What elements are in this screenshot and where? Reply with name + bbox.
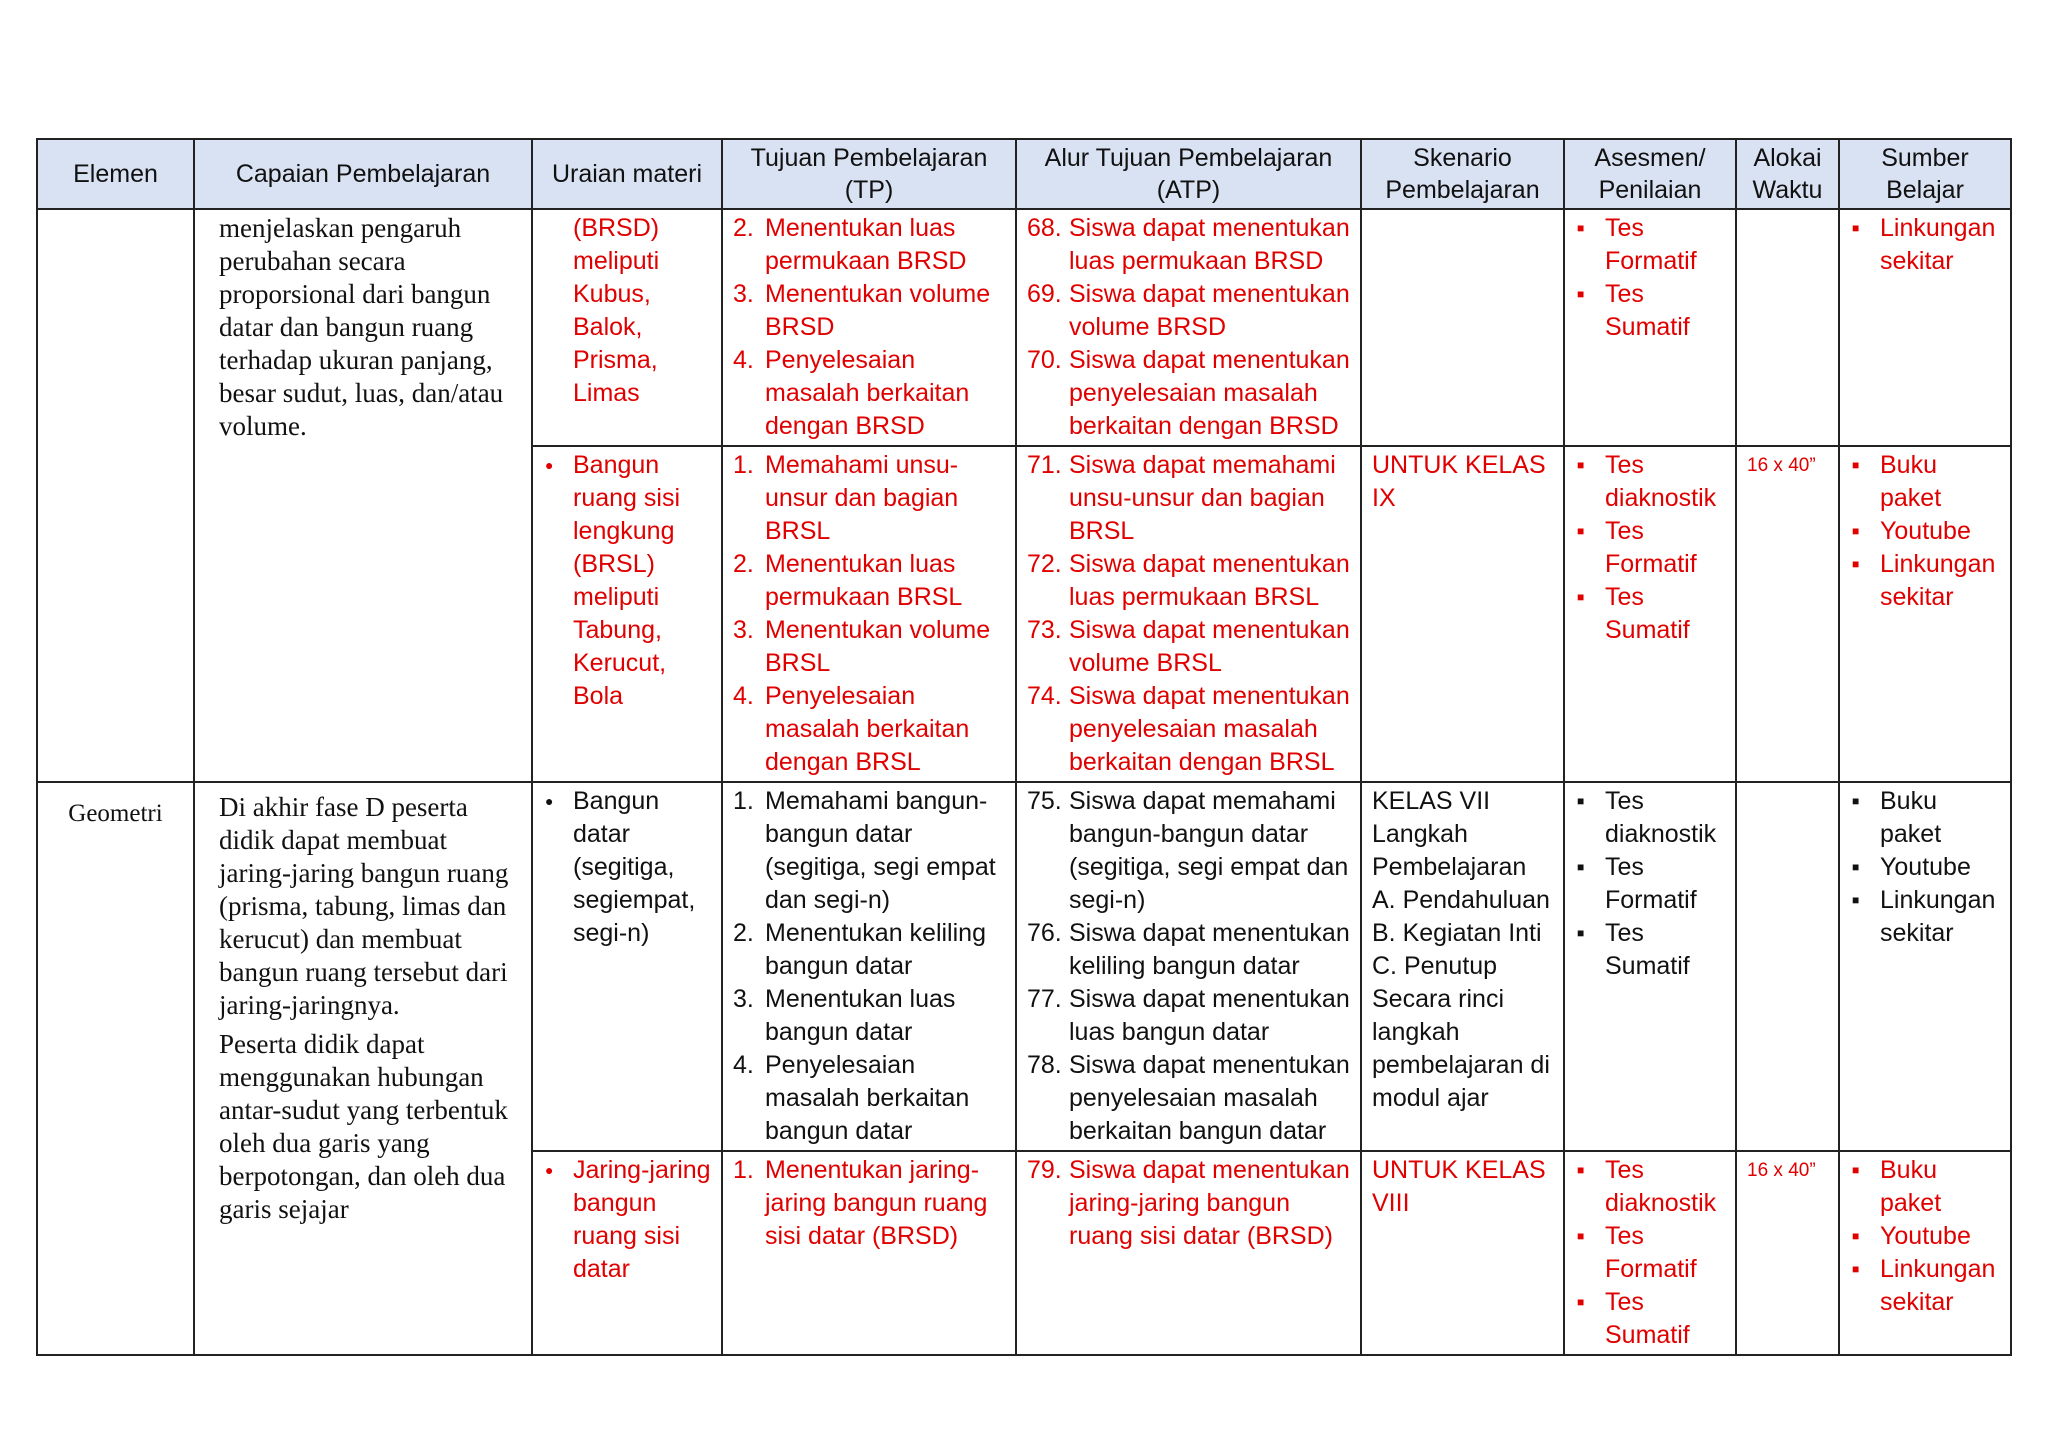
list-item: ● Bangun ruang sisi lengkung (BRSL) meliputi Tabung, Kerucut, Bola [543,449,711,713]
skenario-cell: UNTUK KELAS IX [1361,446,1564,782]
list-text: Menentukan luas bangun datar [765,985,956,1046]
list-number: 78. [1027,1051,1062,1079]
header-alokasi: Alokai Waktu [1736,139,1839,209]
list-item: ■ Buku paket [1850,449,2000,515]
header-sumber: Sumber Belajar [1839,139,2011,209]
skenario-line: Langkah Pembelajaran [1372,820,1527,881]
elemen-cell: Geometri [37,782,194,1355]
table-row [37,209,2011,446]
skenario-line: KELAS VII [1372,787,1491,815]
header-capaian: Capaian Pembelajaran [194,139,532,209]
alokasi-cell [1736,782,1839,1151]
asesmen-cell [1564,782,1736,1151]
uraian-cell: (BRSD) meliputi Kubus, Balok, Prisma, Limas [532,209,722,446]
list-item [733,212,1005,278]
list-number: 2. [733,214,754,242]
header-uraian: Uraian materi [532,139,722,209]
tp-cell [722,446,1016,782]
skenario-cell [1361,209,1564,446]
header-tp: Tujuan Pembelajaran (TP) [722,139,1016,209]
skenario-cell: UNTUK KELAS VIII [1361,1151,1564,1355]
sumber-cell [1839,1151,2011,1355]
header-atp: Alur Tujuan Pembelajaran (ATP) [1016,139,1361,209]
list-text: Siswa dapat menentukan keliling bangun datar [1069,919,1350,980]
list-item [1027,1049,1350,1148]
list-number: 70. [1027,346,1062,374]
list-item: ■ Youtube [1850,1220,2000,1253]
list-number: 1. [733,787,754,815]
list-item: ■ Linkungan sekitar [1850,1253,2000,1319]
list-number: 3. [733,280,754,308]
atp-cell [1016,446,1361,782]
asesmen-cell [1564,446,1736,782]
list-number: 76. [1027,919,1062,947]
list-item: ● Bangun datar (segitiga, segiempat, segi-n) [543,785,711,950]
list-number: 79. [1027,1156,1062,1184]
list-text: Penyelesaian masalah berkaitan bangun datar [765,1051,970,1145]
list-number: 4. [733,346,754,374]
asesmen-cell [1564,209,1736,446]
list-item [1027,917,1350,983]
list-number: 75. [1027,787,1062,815]
skenario-line: B. Kegiatan Inti [1372,919,1542,947]
list-number: 2. [733,550,754,578]
list-text: Siswa dapat menentukan luas bangun datar [1069,985,1350,1046]
list-text: Siswa dapat menentukan penyelesaian masalah berkaitan dengan BRSD [1069,346,1350,440]
list-number: 69. [1027,280,1062,308]
list-text: Penyelesaian masalah berkaitan dengan BRSD [765,346,970,440]
list-number: 1. [733,1156,754,1184]
sumber-cell [1839,209,2011,446]
atp-cell [1016,782,1361,1151]
asesmen-cell [1564,1151,1736,1355]
list-item [733,785,1005,917]
alokasi-cell [1736,209,1839,446]
list-item: ■ Tes Formatif [1575,515,1725,581]
list-item: ■ Linkungan sekitar [1850,548,2000,614]
list-item [733,680,1005,779]
list-text: Siswa dapat menentukan volume BRSD [1069,280,1350,341]
list-text: Siswa dapat menentukan volume BRSL [1069,616,1350,677]
list-item: ■ Linkungan sekitar [1850,884,2000,950]
list-item: ■ Youtube [1850,851,2000,884]
tp-cell [722,209,1016,446]
list-item [733,1154,1005,1253]
header-row [37,139,2011,209]
list-item [1027,983,1350,1049]
list-number: 73. [1027,616,1062,644]
list-item [1027,449,1350,548]
list-item: ■ Tes Sumatif [1575,278,1725,344]
learning-plan-table [36,138,2012,1356]
list-text: Menentukan jaring-jaring bangun ruang sisi datar (BRSD) [765,1156,988,1250]
list-text: Siswa dapat menentukan jaring-jaring bangun ruang sisi datar (BRSD) [1069,1156,1350,1250]
list-text: Siswa dapat menentukan luas permukaan BRSD [1069,214,1350,275]
list-number: 74. [1027,682,1062,710]
list-text: Menentukan luas permukaan BRSD [765,214,967,275]
list-item [1027,548,1350,614]
list-text: Siswa dapat menentukan penyelesaian masalah berkaitan dengan BRSL [1069,682,1350,776]
list-item: ■ Tes Formatif [1575,851,1725,917]
skenario-line: Secara rinci langkah pembelajaran di modul ajar [1372,985,1550,1112]
list-item: ■ Buku paket [1850,1154,2000,1220]
list-number: 2. [733,919,754,947]
list-item [733,548,1005,614]
uraian-cell [532,782,722,1151]
list-item [1027,614,1350,680]
list-item: ■ Tes diaknostik [1575,1154,1725,1220]
sumber-cell [1839,782,2011,1151]
skenario-line: C. Penutup [1372,952,1498,980]
list-item [1027,278,1350,344]
list-text: Menentukan volume BRSD [765,280,991,341]
list-item: ● Jaring-jaring bangun ruang sisi datar [543,1154,711,1286]
atp-cell [1016,1151,1361,1355]
header-skenario: Skenario Pembelajaran [1361,139,1564,209]
list-number: 4. [733,682,754,710]
list-text: Menentukan volume BRSL [765,616,991,677]
list-number: 72. [1027,550,1062,578]
list-text: Penyelesaian masalah berkaitan dengan BRSL [765,682,970,776]
sumber-cell [1839,446,2011,782]
list-item [733,917,1005,983]
list-item: ■ Tes diaknostik [1575,449,1725,515]
list-number: 71. [1027,451,1062,479]
capaian-cell [194,782,532,1355]
header-asesmen: Asesmen/ Penilaian [1564,139,1736,209]
uraian-cell [532,1151,722,1355]
list-item: ■ Tes Formatif [1575,212,1725,278]
list-item [733,278,1005,344]
list-item [733,1049,1005,1148]
list-item: ■ Youtube [1850,515,2000,548]
list-number: 3. [733,616,754,644]
list-item [1027,785,1350,917]
list-text: Siswa dapat menentukan luas permukaan BRSL [1069,550,1350,611]
list-number: 77. [1027,985,1062,1013]
tp-cell [722,1151,1016,1355]
list-item [1027,344,1350,443]
list-item [733,983,1005,1049]
capaian-text: Di akhir fase D peserta didik dapat membuat jaring-jaring bangun ruang (prisma, tabung, limas dan kerucut) dan membuat bangun ruang tersebut dari jaring-jaringnya. [219,792,509,1020]
list-item: ■ Tes Sumatif [1575,581,1725,647]
list-number: 3. [733,985,754,1013]
list-text: Menentukan keliling bangun datar [765,919,986,980]
list-number: 68. [1027,214,1062,242]
list-text: Memahami unsu-unsur dan bagian BRSL [765,451,959,545]
list-text: Siswa dapat memahami bangun-bangun datar (segitiga, segi empat dan segi-n) [1069,787,1349,914]
atp-cell [1016,209,1361,446]
list-item [733,344,1005,443]
list-item: ■ Linkungan sekitar [1850,212,2000,278]
list-number: 1. [733,451,754,479]
table-row [37,782,2011,1151]
capaian-cell [194,209,532,782]
skenario-line: A. Pendahuluan [1372,886,1550,914]
capaian-text: menjelaskan pengaruh perubahan secara proporsional dari bangun datar dan bangun ruang terhadap ukuran panjang, besar sudut, luas, dan/atau volume. [219,213,504,441]
list-item: ■ Buku paket [1850,785,2000,851]
list-item [733,449,1005,548]
list-item [1027,1154,1350,1253]
list-item: ■ Tes Formatif [1575,1220,1725,1286]
elemen-cell [37,209,194,782]
list-item: ■ Tes Sumatif [1575,1286,1725,1352]
alokasi-cell: 16 x 40” [1736,446,1839,782]
list-text: Menentukan luas permukaan BRSL [765,550,963,611]
capaian-text: Peserta didik dapat menggunakan hubungan antar-sudut yang terbentuk oleh dua garis yang berpotongan, dan oleh dua garis sejajar [219,1029,508,1224]
tp-cell [722,782,1016,1151]
list-item: ■ Tes Sumatif [1575,917,1725,983]
list-item [733,614,1005,680]
list-item: ■ Tes diaknostik [1575,785,1725,851]
header-elemen: Elemen [37,139,194,209]
uraian-cell [532,446,722,782]
list-text: Siswa dapat menentukan penyelesaian masalah berkaitan bangun datar [1069,1051,1350,1145]
skenario-cell [1361,782,1564,1151]
list-number: 4. [733,1051,754,1079]
list-text: Memahami bangun-bangun datar (segitiga, segi empat dan segi-n) [765,787,996,914]
alokasi-cell: 16 x 40” [1736,1151,1839,1355]
list-item [1027,680,1350,779]
list-item [1027,212,1350,278]
list-text: Siswa dapat memahami unsu-unsur dan bagian BRSL [1069,451,1336,545]
